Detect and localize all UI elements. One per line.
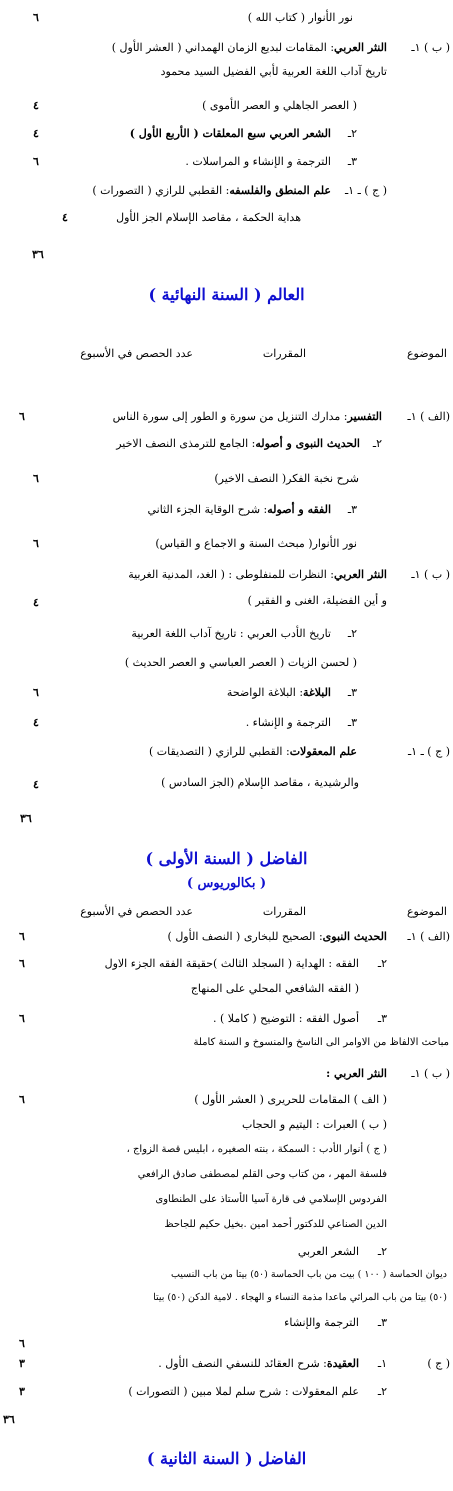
course-text: : المقامات لبديع الزمان الهمداني ( العشر الأول )	[111, 41, 335, 54]
subject-name: علم المعقولات	[289, 745, 357, 758]
course-line: ( العصر الجاهلي و العصر الأموى )	[202, 99, 357, 112]
header-courses: المقررات	[262, 905, 306, 918]
course-line: ديوان الحماسة ( ١٠٠ ) بيت من باب الحماسة (٥٠) بيتا من باب النسيب	[170, 1269, 447, 1280]
course-line: علم المعقولات : شرح سلم لملا مبين ( التصورات )	[128, 1385, 359, 1398]
course-line: الفقه : الهداية ( السجلد الثالث )حقيقة الفقه الجزء الاول	[104, 957, 359, 970]
course-line: أصول الفقه : التوضيح ( كاملا ) .	[213, 1012, 359, 1025]
course-line: والرشيدية ، مقاصد الإسلام (الجز السادس )	[161, 776, 359, 789]
course-text: : القطبي للرازي ( التصورات )	[92, 184, 230, 197]
course-line	[92, 184, 331, 198]
course-line: الفردوس الإسلامي فى قارة آسيا الأستاذ على الطنطاوى	[155, 1194, 387, 1205]
course-line: (٥٠) بيتا من باب المراثي ماعدا مذمة النساء و الهجاء . لامية الدكن (٥٠) بيتا	[153, 1292, 447, 1303]
group-label: ( ب ) ١ـ	[411, 1067, 450, 1080]
course-text: : مدارك التنزيل من سورة و الطور إلى سورة الناس	[112, 410, 348, 423]
course-line	[168, 930, 387, 944]
course-line	[147, 503, 331, 517]
periods-count: ٦	[33, 686, 39, 699]
course-line: ( لحسن الزيات ( العصر العباسي و العصر الحديث )	[124, 656, 357, 669]
subject-name: الفقه و أصوله	[267, 503, 331, 516]
course-text: : الجامع للترمذى النصف الاخير	[116, 437, 256, 450]
periods-count: ٦	[19, 410, 25, 423]
subject-name: الحديث النبوى	[322, 930, 387, 943]
course-text: : النظرات للمنفلوطى : ( الغد، المدنية الغربية	[128, 568, 335, 581]
group-label: ( ج ) ـ ١ـ	[407, 745, 450, 758]
item-number: ٣ـ	[347, 716, 357, 729]
header-courses: المقررات	[262, 347, 306, 360]
subject-name: النثر العربي :	[326, 1067, 387, 1080]
course-line	[149, 745, 357, 759]
course-line: الترجمة و الإنشاء .	[245, 716, 331, 729]
total-periods: ٣٦	[20, 812, 32, 825]
periods-count: ٤	[33, 778, 39, 791]
section-title-alim: العالم ( السنة النهائية )	[148, 285, 305, 304]
subject-name: النثر العربي	[334, 568, 387, 581]
periods-count: ٦	[33, 11, 39, 24]
periods-count: ٤	[33, 596, 39, 609]
course-line: ( ب ) العبرات : اليتيم و الحجاب	[242, 1118, 387, 1131]
periods-count: ٣	[19, 1357, 25, 1370]
group-label: ( ب ) ١ـ	[411, 41, 450, 54]
course-line	[113, 410, 382, 424]
item-number: ٢ـ	[377, 1385, 387, 1398]
item-number: ٢ـ	[377, 1245, 387, 1258]
course-line: نور الأنوار( مبحث السنة و الاجماع و القياس)	[155, 537, 357, 550]
header-periods: عدد الحصص في الأسبوع	[80, 905, 193, 918]
course-line: نور الأنوار ( كتاب الله )	[247, 11, 353, 24]
group-label: (الف ) ١ـ	[407, 930, 450, 943]
course-line: هداية الحكمة ، مقاصد الإسلام الجز الأول	[116, 211, 301, 224]
periods-count: ٦	[19, 1093, 25, 1106]
item-number: ٢ـ	[377, 957, 387, 970]
periods-count: ٤	[33, 716, 39, 729]
course-text: : القطبي للرازي ( التصديقات )	[149, 745, 290, 758]
course-line: مباحث الالفاظ من الاوامر الى الناسخ والمنسوخ و السنة كاملة	[193, 1037, 449, 1048]
periods-count: ٦	[33, 537, 39, 550]
subject-name: البلاغة	[303, 686, 331, 699]
course-line: الترجمة والإنشاء	[284, 1316, 359, 1329]
course-line: تاريخ الأدب العربي : تاريخ آداب اللغة العربية	[131, 627, 331, 640]
section-subtitle: ( بكالوريوس )	[186, 876, 267, 891]
course-line: ( الفقه الشافعي المحلي على المنهاج	[190, 982, 359, 995]
item-number: ٣ـ	[377, 1316, 387, 1329]
course-line: شرح نخبة الفكر( النصف الاخير)	[214, 472, 359, 485]
course-text: : البلاغة الواضحة	[226, 686, 304, 699]
item-number: ٢ـ	[347, 127, 357, 140]
course-line: الترجمة و الإنشاء و المراسلات .	[185, 155, 331, 168]
subject-name: التفسير	[347, 410, 382, 423]
subject-name: علم المنطق والفلسفه	[229, 184, 331, 197]
periods-count: ٤	[33, 99, 39, 112]
section-title-fadil-1: الفاضل ( السنة الأولى )	[145, 849, 308, 868]
course-text: : الصحيح للبخارى ( النصف الأول )	[167, 930, 323, 943]
group-label: ( ب ) ١ـ	[411, 568, 450, 581]
item-number: ١ـ	[377, 1357, 387, 1370]
periods-count: ٤	[33, 127, 39, 140]
periods-count: ٦	[19, 1337, 25, 1350]
header-periods: عدد الحصص في الأسبوع	[80, 347, 193, 360]
periods-count: ٦	[19, 957, 25, 970]
item-number: ٣ـ	[347, 686, 357, 699]
periods-count: ٦	[19, 930, 25, 943]
course-line: الدين الصناعي للدكتور أحمد امين .بخيل حكيم للجاحظ	[164, 1219, 387, 1230]
periods-count: ٦	[33, 472, 39, 485]
course-line: الشعر العربي	[297, 1245, 359, 1258]
course-text: : شرح الوقاية الجزء الثاني	[147, 503, 268, 516]
periods-count: ٦	[33, 155, 39, 168]
item-number: ٢ـ	[372, 437, 382, 450]
course-line: ( ج ) أنوار الأدب : السمكة ، بنته الصغيره ، ابليس قصة الزواج ،	[126, 1144, 387, 1155]
periods-count: ٦	[19, 1012, 25, 1025]
header-subject: الموضوع	[406, 905, 447, 918]
item-number: ٢ـ	[347, 627, 357, 640]
item-number: ٣ـ	[377, 1012, 387, 1025]
course-line	[128, 568, 387, 582]
group-label: (الف ) ١ـ	[407, 410, 450, 423]
course-line: و أين الفضيلة، الغنى و الفقير )	[247, 594, 387, 607]
periods-count: ٣	[19, 1385, 25, 1398]
course-text: : شرح العقائد للنسفي النصف الأول .	[158, 1357, 327, 1370]
course-line	[112, 41, 387, 55]
course-line	[116, 437, 360, 451]
item-number: ٣ـ	[347, 503, 357, 516]
course-line: الشعر العربي سبع المعلقات ( الأربع الأول )	[129, 127, 331, 140]
course-line	[227, 686, 331, 700]
course-line	[158, 1357, 359, 1371]
course-line: فلسفة المهر ، من كتاب وحى القلم لمصطفى صادق الرافعي	[137, 1169, 387, 1180]
group-label: ( ج )	[427, 1357, 450, 1370]
periods-count: ٤	[62, 211, 68, 224]
group-label: ( ج ) ـ ١ـ	[344, 184, 387, 197]
item-number: ٣ـ	[347, 155, 357, 168]
total-periods: ٣٦	[32, 248, 44, 261]
subject-name: النثر العربي	[334, 41, 387, 54]
subject-name: الحديث النبوى و أصوله	[255, 437, 360, 450]
course-line: ( الف ) المقامات للحريرى ( العشر الأول )	[194, 1093, 387, 1106]
section-title-fadil-2: الفاضل ( السنة الثانية )	[146, 1449, 307, 1468]
course-line: تاريخ آداب اللغة العربية لأبي الفضيل السيد محمود	[160, 65, 387, 78]
header-subject: الموضوع	[406, 347, 447, 360]
total-periods: ٣٦	[3, 1413, 15, 1426]
subject-name: العقيدة	[326, 1357, 359, 1370]
